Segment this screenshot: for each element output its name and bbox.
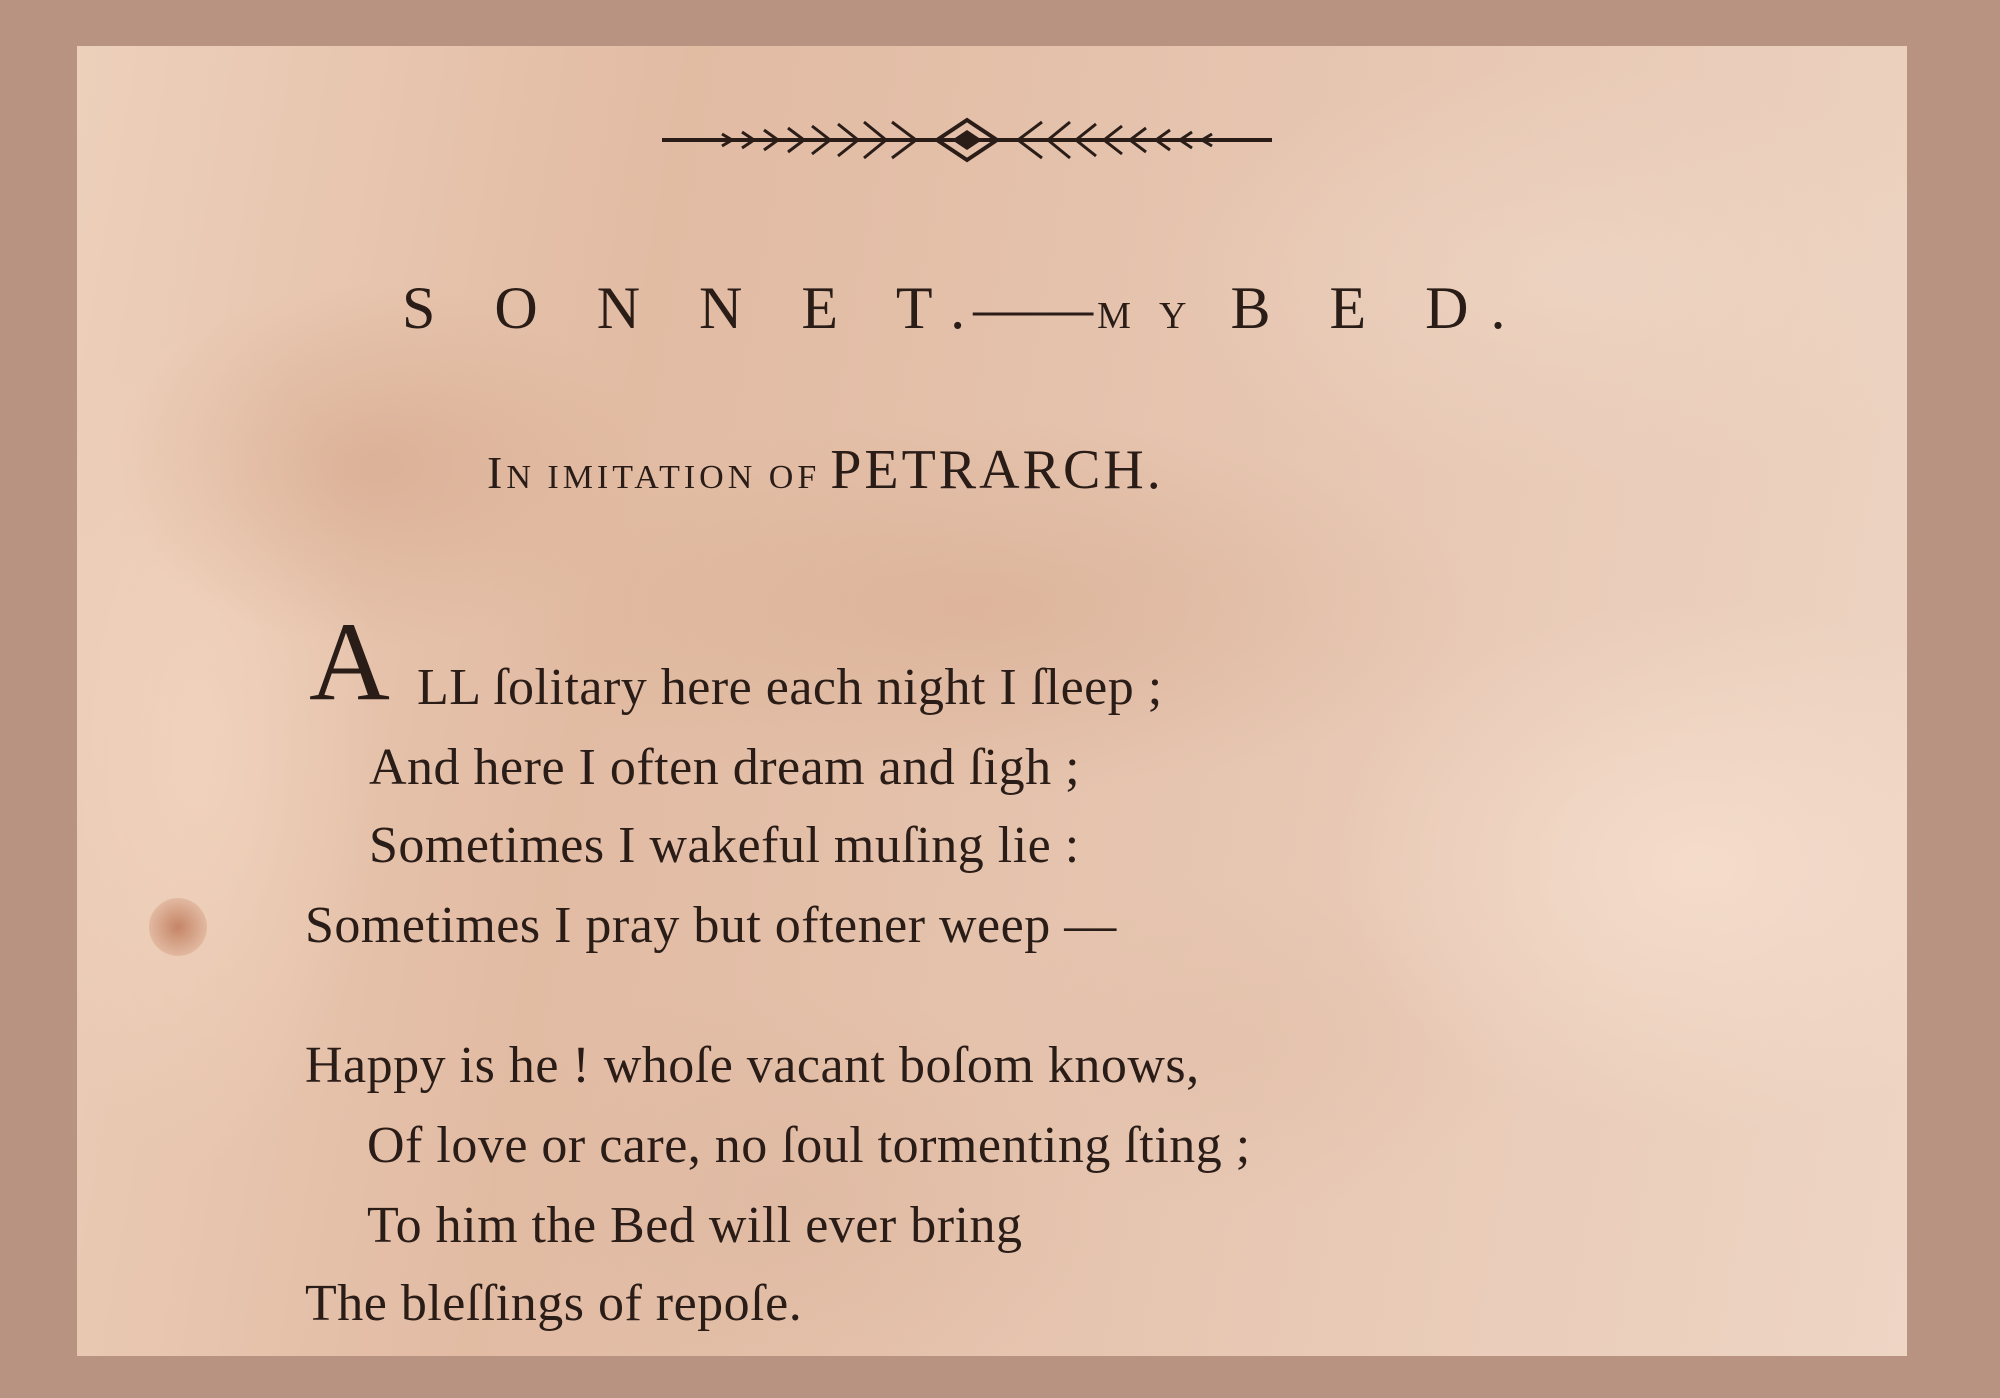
stanza2-line1: Happy is he ! whoſe vacant boſom knows, bbox=[305, 1037, 1200, 1094]
stanza1-line1: LL ſolitary here each night I ſleep ; bbox=[417, 659, 1163, 716]
stanza1-line4: Sometimes I pray but oftener weep — bbox=[305, 897, 1117, 954]
subtitle-small-caps: N IMITATION OF bbox=[506, 459, 821, 496]
poem-title bbox=[402, 274, 1702, 343]
stanza2-line3: To him the Bed will ever bring bbox=[367, 1197, 1023, 1254]
title-my: M Y bbox=[1097, 295, 1197, 337]
title-bed: B E D. bbox=[1230, 275, 1528, 341]
book-page bbox=[77, 46, 1907, 1356]
foxing-stain bbox=[149, 898, 207, 956]
stanza2-line2: Of love or care, no ſoul tormenting ſting ; bbox=[367, 1117, 1251, 1174]
stanza1-line3: Sometimes I wakeful muſing lie : bbox=[369, 817, 1080, 874]
drop-cap: A bbox=[309, 600, 390, 724]
title-sonnet: S O N N E T. bbox=[402, 275, 988, 341]
stanza2-line4: The bleſſings of repoſe. bbox=[305, 1275, 803, 1332]
stanza1-line2: And here I often dream and ſigh ; bbox=[369, 739, 1081, 796]
title-dash: —— bbox=[973, 275, 1094, 341]
subtitle-initial: I bbox=[487, 447, 507, 498]
poem-subtitle bbox=[487, 438, 1687, 502]
ornament-icon bbox=[662, 110, 1272, 170]
subtitle-petrarch: PETRARCH. bbox=[830, 439, 1164, 501]
